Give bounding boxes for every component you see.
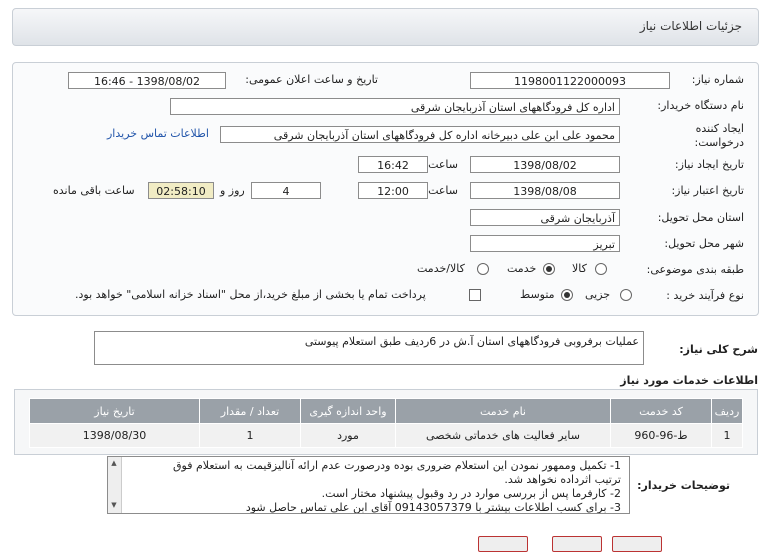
col-name: نام خدمت [396,399,611,424]
description-label: شرح کلی نیاز: [679,343,758,356]
create-time-field: 16:42 [358,156,428,173]
validity-time-label: ساعت [428,184,458,197]
remaining-label: ساعت باقی مانده [53,184,135,197]
creator-field: محمود علی ابن علی دبیرخانه اداره کل فرودگاههای استان آذربایجان شرقی [220,126,620,143]
payment-note: پرداخت تمام یا بخشی از مبلغ خرید،از محل "اسناد خزانه اسلامی" خواهد بود. [75,288,426,301]
page-title: جزئیات اطلاعات نیاز [639,19,742,33]
buyer-contact-link[interactable]: اطلاعات تماس خریدار [107,127,209,140]
buyer-org-field: اداره کل فرودگاههای استان آذربایجان شرقی [170,98,620,115]
province-label: استان محل تحویل: [657,211,744,224]
cell-row: 1 [712,424,743,448]
validity-time-field: 12:00 [358,182,428,199]
process-radio-minor[interactable] [620,289,632,301]
creator-label-1: ایجاد کننده [695,122,744,135]
category-radio-service[interactable] [543,263,555,275]
scroll-down-icon[interactable]: ▼ [111,501,117,509]
province-field: آذربایجان شرقی [470,209,620,226]
category-radio-both[interactable] [477,263,489,275]
cell-unit: مورد [301,424,396,448]
cell-name: سایر فعالیت های خدماتی شخصی [396,424,611,448]
services-table [29,398,743,448]
process-option-medium: متوسط [520,288,555,301]
category-option-service: خدمت [507,262,537,275]
category-option-goods: کالا [572,262,587,275]
col-row: ردیف [712,399,743,424]
description-box [94,331,644,365]
days-field: 4 [251,182,321,199]
city-label: شهر محل تحویل: [664,237,744,250]
validity-label: تاریخ اعتبار نیاز: [671,184,744,197]
description-text: عملیات برفروبی فرودگاههای استان آ.ش در 6ردیف طبق استعلام پیوستی [304,335,639,348]
col-code: کد خدمت [611,399,712,424]
announce-field: 1398/08/02 - 16:46 [68,72,226,89]
process-option-minor: جزیی [585,288,611,301]
need-number-field: 1198001122000093 [470,72,670,89]
action-button-2[interactable] [552,536,602,552]
notes-box[interactable] [107,456,630,514]
category-radio-goods[interactable] [595,263,607,275]
create-date-label: تاریخ ایجاد نیاز: [674,158,744,171]
cell-code: ط-96-960 [611,424,712,448]
table-row [30,424,743,448]
category-option-both: کالا/خدمت [417,262,465,275]
notes-line-3: 2- کارفرما پس از بررسی موارد در رد وقبول پیشنهاد مختار است. [321,487,621,500]
cell-date: 1398/08/30 [30,424,200,448]
days-label: روز و [220,184,245,197]
notes-line-1: 1- تکمیل وممهور نمودن این استعلام ضروری بوده ودرصورت عدم ارائه آنالیزقیمت به استعلام فوق [173,459,621,472]
remaining-time-field: 02:58:10 [148,182,214,199]
city-field: تبریز [470,235,620,252]
services-title: اطلاعات خدمات مورد نیاز [620,374,758,387]
process-radio-medium[interactable] [561,289,573,301]
action-button-3[interactable] [612,536,662,552]
page-header [12,8,759,46]
table-header-row [30,399,743,424]
notes-line-2: ترتیب اثرداده نخواهد شد. [504,473,621,486]
need-number-label: شماره نیاز: [691,73,744,86]
validity-date-field: 1398/08/08 [470,182,620,199]
process-label: نوع فرآیند خرید : [666,289,744,302]
col-qty: تعداد / مقدار [200,399,301,424]
notes-label: توضیحات خریدار: [637,479,730,492]
need-info-panel [12,62,759,316]
col-unit: واحد اندازه گیری [301,399,396,424]
cell-qty: 1 [200,424,301,448]
treasury-payment-checkbox[interactable] [469,289,481,301]
scroll-up-icon[interactable]: ▲ [111,459,117,467]
buyer-org-label: نام دستگاه خریدار: [657,99,744,112]
services-table-panel [14,389,758,455]
col-date: تاریخ نیاز [30,399,200,424]
create-time-label: ساعت [428,158,458,171]
action-button-1[interactable] [478,536,528,552]
notes-scrollbar[interactable] [108,457,122,513]
notes-line-4: 3- برای کسب اطلاعات بیشتر با 09143057379 آقای ابن علی تماس حاصل شود [245,501,621,514]
announce-label: تاریخ و ساعت اعلان عمومی: [245,73,378,86]
creator-label-2: درخواست: [694,136,744,149]
category-label: طبقه بندی موضوعی: [646,263,744,276]
create-date-field: 1398/08/02 [470,156,620,173]
